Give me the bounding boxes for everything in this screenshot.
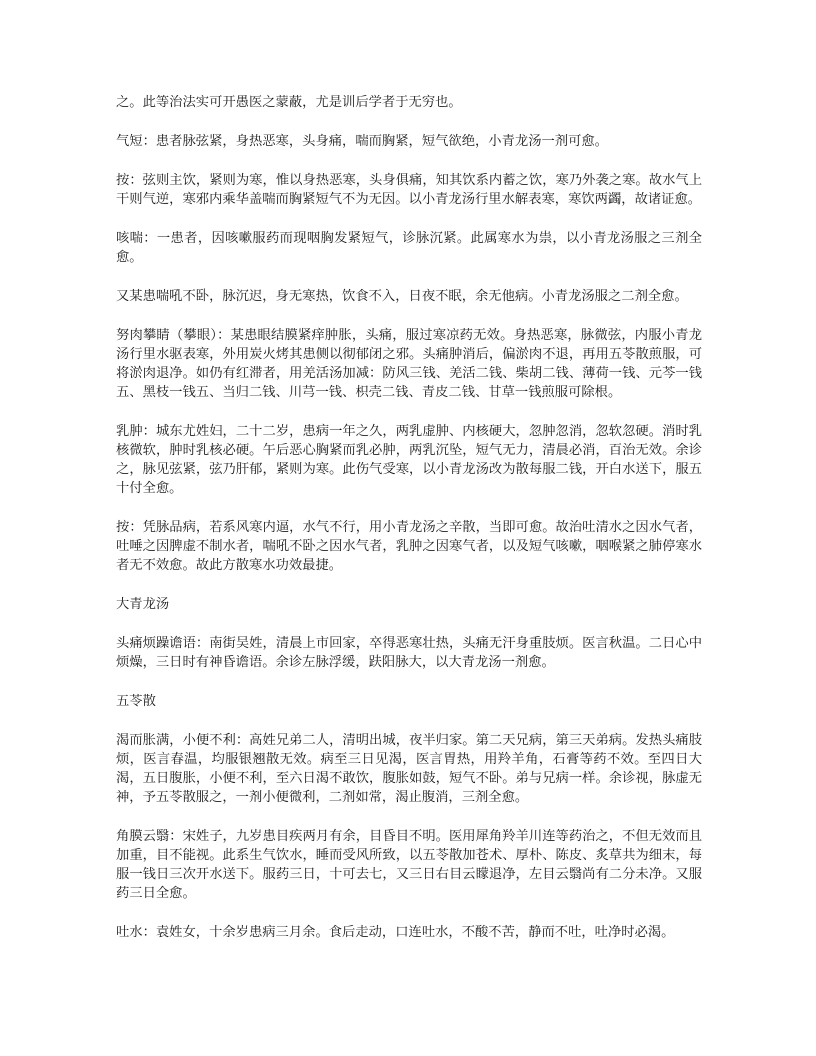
paragraph-commentary-1: 按：弦则主饮，紧则为寒，惟以身热恶寒，头身俱痛，知其饮系内蓄之饮，寒乃外袭之寒。故水气上干则气逆，寒邪内乘华盖喘而胸紧短气不为无因。以小青龙汤行里水解表寒，寒饮两蠲，故诸证愈。 <box>116 173 702 207</box>
paragraph-thirst-distension: 渴而胀满，小便不利：高姓兄弟二人，清明出城，夜半归家。第二天兄病，第三天弟病。发热头痛肢烦，医言春温，均服银翘散无效。病至三日见渴，医言胃热，用羚羊角，石膏等药不效。至四日大渴，五日腹胀，小便不利，至六日渴不敢饮，腹胀如鼓，短气不卧。弟与兄病一样。余诊视，脉虚无神，予五苓散服之，一剂小便微利，二剂如常，渴止腹消，三剂全愈。 <box>116 733 702 805</box>
paragraph-headache-delirium: 头痛烦躁谵语：南街吴姓，清晨上市回家，卒得恶寒壮热，头痛无汗身重肢烦。医言秋温。二日心中烦燥，三日时有神昏谵语。余诊左脉浮缓，趺阳脉大，以大青龙汤一剂愈。 <box>116 636 702 670</box>
paragraph-corneal-nebula: 角膜云翳：宋姓子，九岁患目疾两月有余，目昏目不明。医用犀角羚羊川连等药治之，不但无效而且加重，目不能视。此系生气饮水，睡而受风所致，以五苓散加苍术、厚朴、陈皮、炙草共为细末，每服一钱日三次开水送下。服药三日，十可去七，又三日右目云矇退净，左目云翳尚有二分未净。又服药三日全愈。 <box>116 829 702 901</box>
paragraph-wheezing-case: 又某患喘吼不卧，脉沉迟，身无寒热，饮食不入，日夜不眠，余无他病。小青龙汤服之二剂全愈。 <box>116 289 688 304</box>
section-heading-wuling: 五苓散 <box>116 694 156 709</box>
paragraph-intro-end: 之。此等治法实可开愚医之蒙蔽，尤是训后学者于无穷也。 <box>116 95 462 110</box>
paragraph-shortness-of-breath: 气短：患者脉弦紧，身热恶寒，头身痛，喘而胸紧，短气欲绝，小青龙汤一剂可愈。 <box>116 134 608 149</box>
paragraph-breast-swelling: 乳肿：城东尤姓妇，二十二岁，患病一年之久，两乳虚肿、内核硬大，忽肿忽消，忽软忽硬。消时乳核微软，肿时乳核必硬。午后恶心胸紧而乳必肿，两乳沉坠，短气无力，清晨必消，百治无效。余诊之，脉见弦紧，弦乃肝郁，紧则为寒。此伤气受寒，以小青龙汤改为散每服二钱，开白水送下，服五十付全愈。 <box>116 424 702 496</box>
paragraph-pterygium: 努肉攀睛（攀眼）：某患眼结膜紧痒肿胀，头痛，服过寒凉药无效。身热恶寒，脉微弦，内服小青龙汤行里水驱表寒，外用炭火烤其患侧以彻郁闭之邪。头痛肿消后，偏淤肉不退，再用五苓散煎服，可将淤肉退净。如仍有红滞者，用羌活汤加减：防风三钱、羌活二钱、柴胡二钱、薄荷一钱、元芩一钱五、黑枝一钱五、当归二钱、川芎一钱、枳壳二钱、青皮二钱、甘草一钱煎服可除根。 <box>116 328 702 400</box>
paragraph-cough-asthma: 咳喘：一患者，因咳嗽服药而现咽胸发紧短气，诊脉沉紧。此属寒水为祟，以小青龙汤服之三剂全愈。 <box>116 231 702 265</box>
section-heading-da-qinglong: 大青龙汤 <box>116 597 170 612</box>
paragraph-vomiting-water: 吐水：袁姓女，十余岁患病三月余。食后走动，口连吐水，不酸不苦，静而不吐，吐净时必渴。 <box>116 925 675 940</box>
paragraph-commentary-2: 按：凭脉品病，若系风寒内逼，水气不行，用小青龙汤之辛散，当即可愈。故治吐清水之因水气者，吐唾之因脾虚不制水者，喘吼不卧之因水气者，乳肿之因寒气者，以及短气咳嗽，咽喉紧之肺停寒水者无不效愈。故此方散寒水功效最捷。 <box>116 520 702 573</box>
document-page <box>116 93 702 962</box>
